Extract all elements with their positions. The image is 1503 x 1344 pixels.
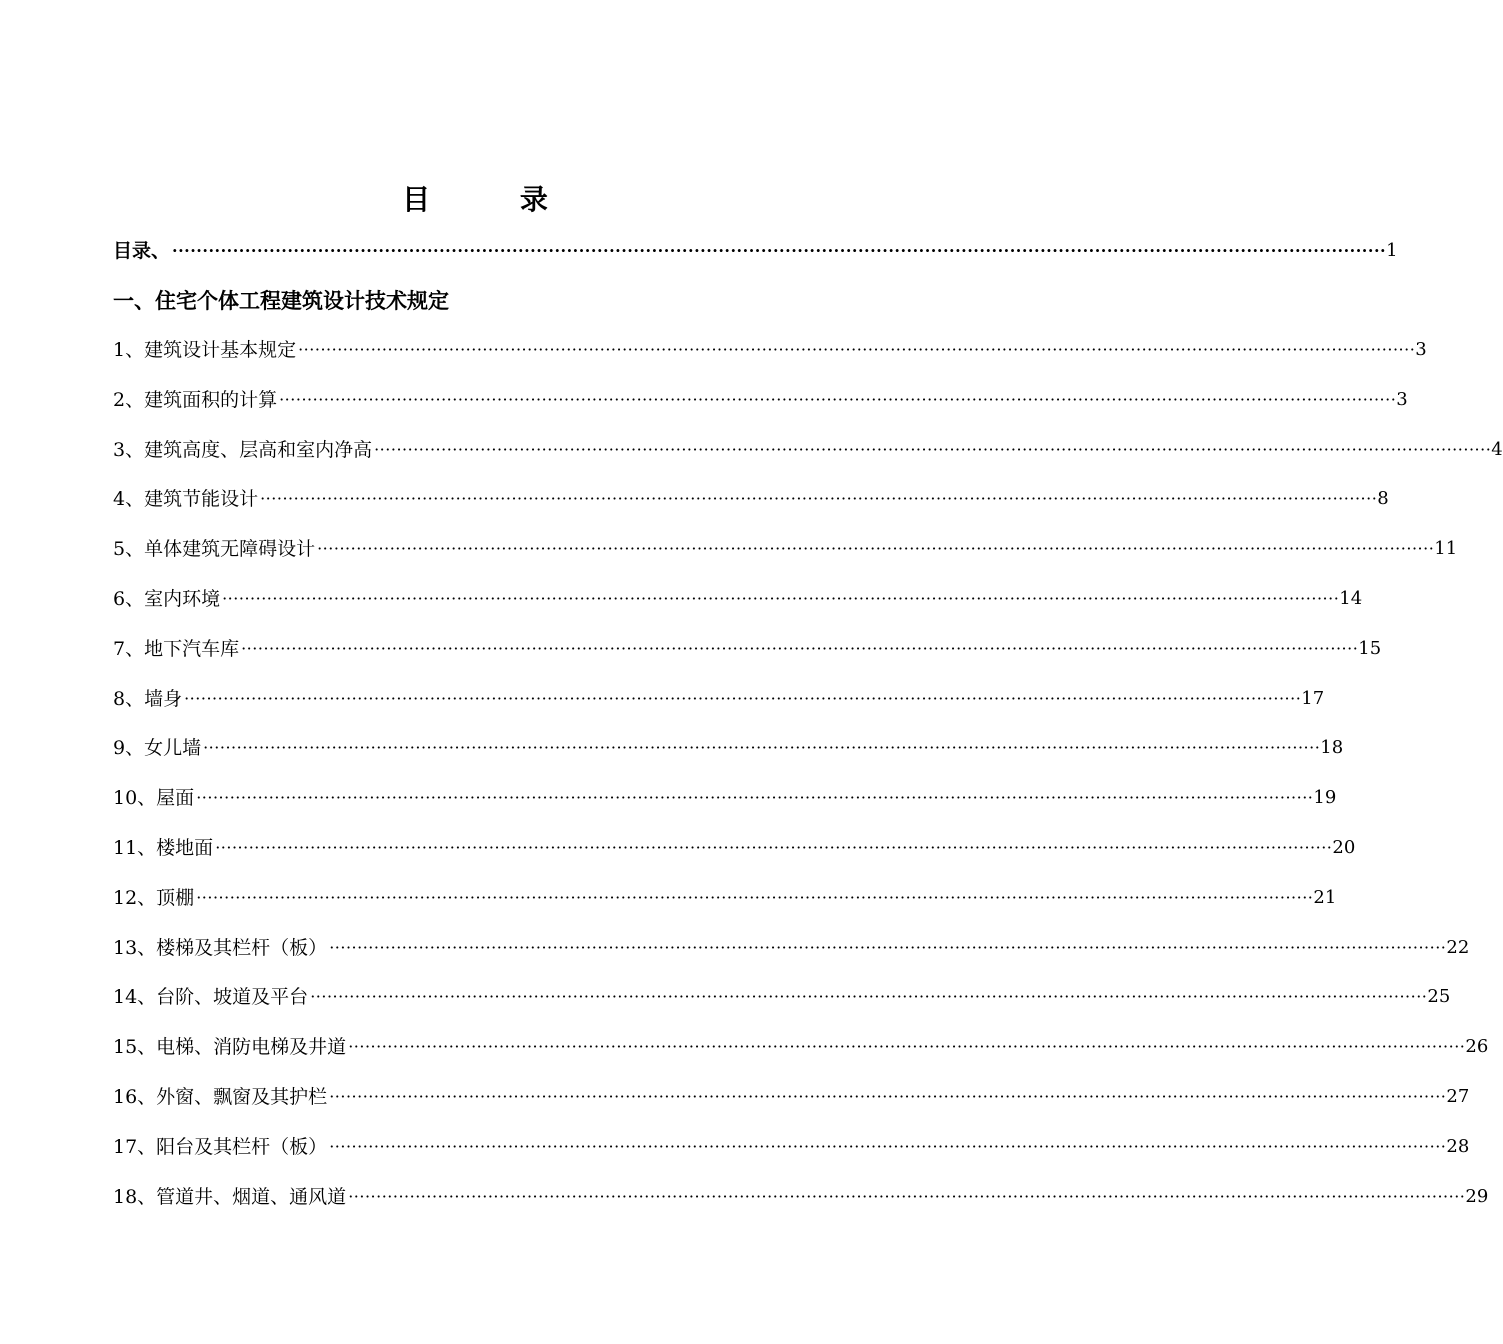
toc-entry[interactable] [113,435,1503,465]
toc-entry[interactable] [113,833,1356,863]
toc-leader-dots: ········································································································································································································ [298,340,1416,359]
toc-entry-page: 19 [1313,787,1337,808]
toc-entry-page: 18 [1320,737,1344,758]
toc-leader-dots: ········································································································································································································ [348,1187,1466,1206]
toc-leader-dots: ········································································································································································································ [241,639,1359,658]
toc-entry-page: 15 [1358,638,1382,659]
toc-entry[interactable] [113,584,1363,614]
toc-entry[interactable] [113,783,1337,813]
toc-leader-dots: ········································································································································································································ [196,788,1314,807]
section-heading: 一、住宅个体工程建筑设计技术规定 [113,288,449,313]
toc-entry[interactable] [113,684,1325,714]
toc-entry-page: 25 [1427,986,1451,1007]
toc-entry[interactable] [113,733,1344,763]
toc-entry[interactable] [113,484,1389,514]
toc-entry[interactable] [113,335,1427,365]
toc-leader-dots: ········································································································································································································ [222,589,1340,608]
toc-entry[interactable] [113,1132,1470,1162]
toc-entry-page: 21 [1313,887,1337,908]
toc-entry-page: 20 [1332,837,1356,858]
toc-entry-label: 7、地下汽车库 [113,638,240,660]
toc-entry-page: 3 [1396,389,1408,410]
toc-leader-dots: ········································································································································································································ [310,987,1428,1006]
toc-entry[interactable] [113,1082,1470,1112]
toc-entry-page: 3 [1415,339,1427,360]
toc-leader-dots: ········································································································································································································ [329,1137,1447,1156]
toc-entry-label: 12、顶棚 [113,887,195,909]
toc-entry-label: 13、楼梯及其栏杆（板） [113,937,328,959]
toc-entry[interactable] [113,933,1470,963]
toc-entry[interactable] [113,385,1408,415]
toc-entry-label: 5、单体建筑无障碍设计 [113,538,316,560]
toc-entry-label: 14、台阶、坡道及平台 [113,986,309,1008]
toc-leader-dots: ········································································································································································································ [215,838,1333,857]
toc-leader-dots: ········································································································································································································ [172,241,1387,260]
toc-entry-label: 目录、 [113,240,171,262]
toc-entry-page: 14 [1339,588,1363,609]
toc-leader-dots: ········································································································································································································ [260,489,1378,508]
toc-entry[interactable] [113,634,1382,664]
toc-entry-label: 16、外窗、飘窗及其护栏 [113,1086,328,1108]
toc-entry-label: 11、楼地面 [113,837,214,859]
toc-entry-page: 11 [1434,538,1458,559]
toc-leader-dots: ········································································································································································································ [348,1037,1466,1056]
toc-leader-dots: ········································································································································································································ [196,888,1314,907]
toc-leader-dots: ········································································································································································································ [317,539,1435,558]
toc-leader-dots: ········································································································································································································ [279,390,1397,409]
toc-entry[interactable] [113,1032,1489,1062]
toc-entry[interactable] [113,534,1458,564]
toc-entry-label: 6、室内环境 [113,588,221,610]
toc-entry-label: 4、建筑节能设计 [113,488,259,510]
toc-entry-page: 8 [1377,488,1389,509]
toc-entry-contents[interactable] [113,236,1398,266]
toc-leader-dots: ········································································································································································································ [184,689,1302,708]
toc-leader-dots: ········································································································································································································ [374,440,1492,459]
toc-entry-label: 15、电梯、消防电梯及井道 [113,1036,347,1058]
toc-entry-label: 17、阳台及其栏杆（板） [113,1136,328,1158]
toc-entry-page: 22 [1446,937,1470,958]
toc-entry-label: 10、屋面 [113,787,195,809]
toc-leader-dots: ········································································································································································································ [203,738,1321,757]
toc-entry[interactable] [113,883,1337,913]
toc-entry-page: 28 [1446,1136,1470,1157]
toc-entry[interactable] [113,982,1451,1012]
toc-entry-label: 9、女儿墙 [113,737,202,759]
toc-entry-label: 2、建筑面积的计算 [113,389,278,411]
toc-entry-page: 26 [1465,1036,1489,1057]
toc-entry-page: 17 [1301,688,1325,709]
toc-entry-label: 3、建筑高度、层高和室内净高 [113,439,373,461]
page-title: 目 录 [402,183,588,216]
toc-entry[interactable] [113,1182,1489,1212]
toc-entry-label: 8、墙身 [113,688,183,710]
toc-entry-page: 1 [1386,240,1398,261]
toc-entry-page: 27 [1446,1086,1470,1107]
toc-entry-label: 18、管道井、烟道、通风道 [113,1186,347,1208]
toc-entry-page: 29 [1465,1186,1489,1207]
toc-entry-label: 1、建筑设计基本规定 [113,339,297,361]
toc-entry-page: 4 [1491,439,1503,460]
toc-leader-dots: ········································································································································································································ [329,938,1447,957]
toc-leader-dots: ········································································································································································································ [329,1087,1447,1106]
